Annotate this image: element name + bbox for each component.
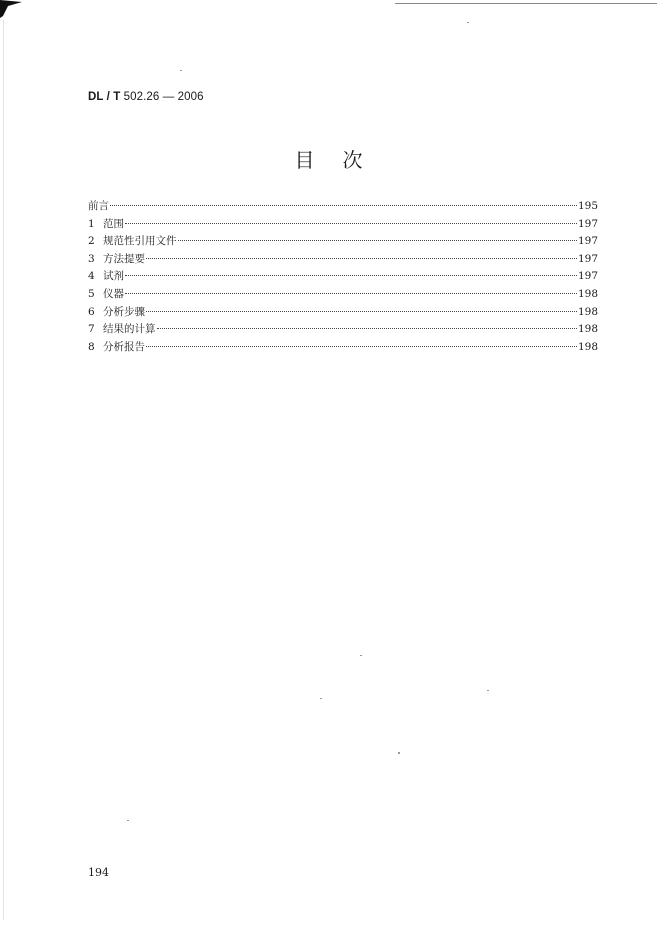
- toc-leader-dots: [125, 222, 577, 224]
- toc-entry: [88, 268, 598, 286]
- top-rule: [395, 3, 657, 4]
- toc-leader-dots: [157, 327, 577, 329]
- toc-entry: [88, 304, 598, 322]
- toc-leader-dots: [125, 292, 577, 294]
- toc-entry: [88, 198, 598, 216]
- toc-entry-number: 4: [88, 270, 95, 283]
- toc-entry-page: 198: [577, 287, 598, 300]
- toc-entry-number: 7: [88, 323, 95, 336]
- toc-leader-dots: [146, 345, 577, 347]
- scan-speck: [360, 655, 362, 656]
- scan-speck: [487, 690, 489, 691]
- toc-entry-page: 195: [577, 200, 598, 212]
- toc-leader-dots: [178, 239, 577, 241]
- toc-entry-page: 198: [577, 340, 598, 353]
- toc-entry-label: 结果的计算: [103, 323, 156, 336]
- toc-entry-label: 方法提要: [103, 252, 145, 265]
- scan-speck: [127, 820, 129, 821]
- scan-speck: [180, 70, 182, 71]
- toc-entry-label: 范围: [103, 217, 124, 230]
- toc-entry: [88, 233, 598, 251]
- toc-entry-number: 3: [88, 252, 95, 265]
- toc-entry-number: 6: [88, 305, 95, 318]
- toc-entry-label: 前言: [88, 200, 109, 212]
- toc-entry-page: 197: [577, 235, 598, 248]
- toc-entry-label: 分析步骤: [103, 305, 145, 318]
- toc-entry-number: 1: [88, 217, 95, 230]
- toc-entry: [88, 339, 598, 357]
- page-number: 194: [88, 866, 109, 879]
- toc-entry-page: 198: [577, 323, 598, 336]
- toc-entry-number: 8: [88, 340, 95, 353]
- scan-speck: [320, 698, 322, 699]
- toc-entry-page: 197: [577, 270, 598, 283]
- toc-leader-dots: [146, 310, 577, 312]
- toc-entry: [88, 251, 598, 269]
- scan-speck: [398, 752, 400, 754]
- toc-entry-page: 197: [577, 252, 598, 265]
- toc-entry-label: 规范性引用文件: [103, 235, 177, 248]
- toc-leader-dots: [146, 257, 577, 259]
- toc-title: 目次: [294, 148, 391, 172]
- standard-code: [88, 91, 204, 103]
- scan-speck: [467, 22, 469, 23]
- toc-entry: [88, 286, 598, 304]
- toc-entry-page: 198: [577, 305, 598, 318]
- toc-entry: [88, 321, 598, 339]
- corner-binding-mark: [0, 0, 24, 18]
- toc-entry-label: 仪器: [103, 287, 124, 300]
- toc-leader-dots: [110, 204, 577, 206]
- toc-entry-number: 5: [88, 287, 95, 300]
- standard-code-number: 502.26 — 2006: [123, 91, 204, 103]
- toc-entry-page: 197: [577, 217, 598, 230]
- standard-code-prefix: DL / T: [88, 91, 121, 103]
- toc-entry: [88, 216, 598, 234]
- toc-entry-number: 2: [88, 235, 95, 248]
- toc-entry-label: 试剂: [103, 270, 124, 283]
- toc-leader-dots: [125, 274, 577, 276]
- toc-entry-label: 分析报告: [103, 340, 145, 353]
- table-of-contents: [88, 198, 598, 356]
